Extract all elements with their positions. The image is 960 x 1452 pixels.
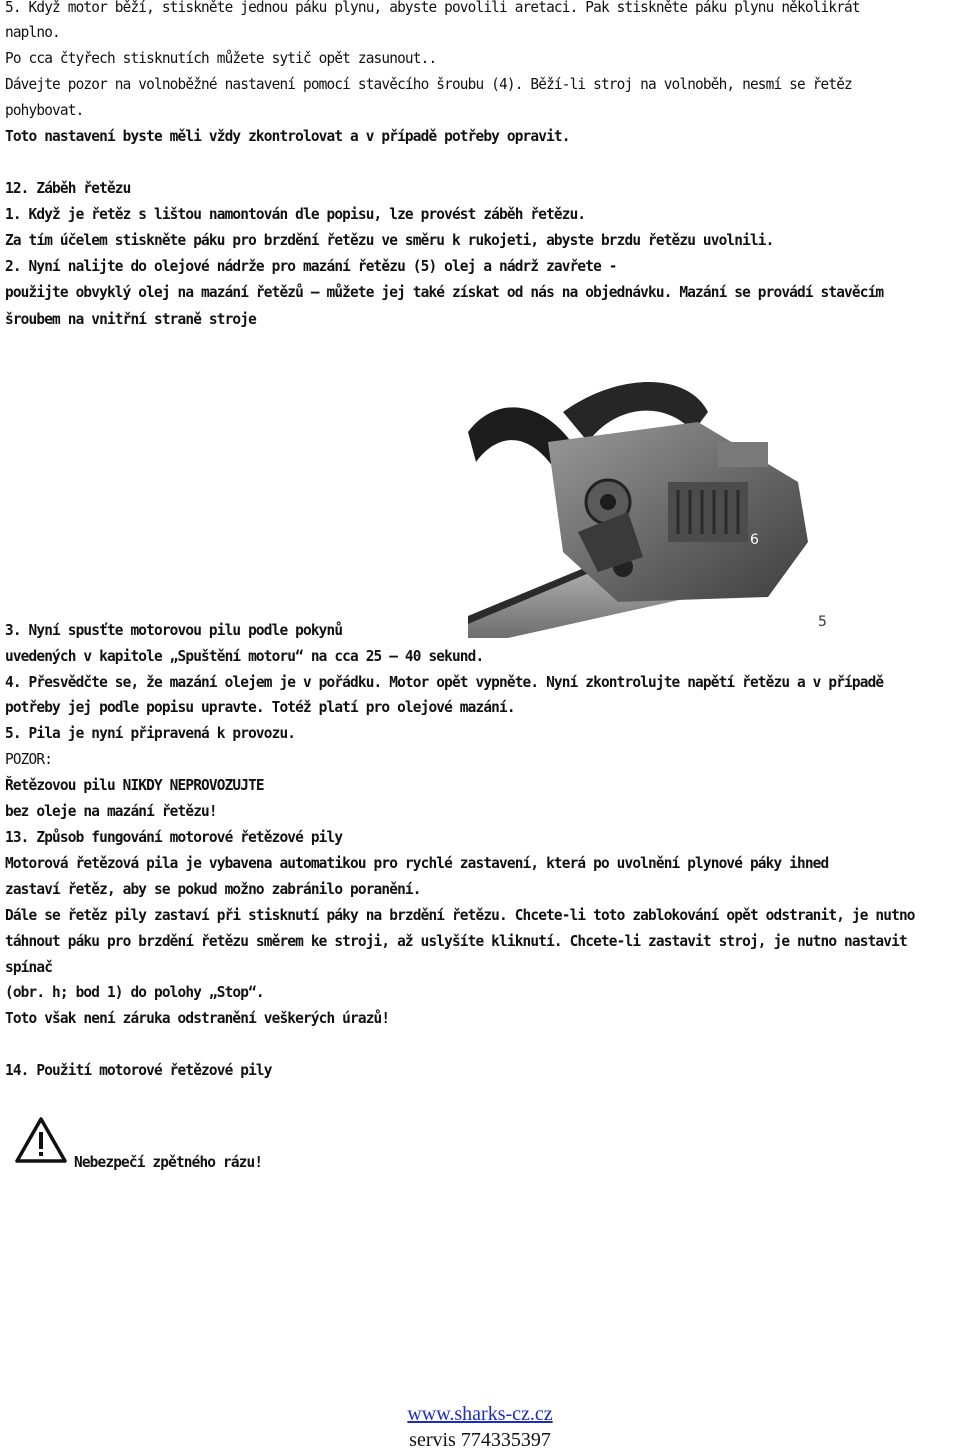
text-line-28: Toto však není záruka odstranění veškerých úrazů!	[5, 1009, 390, 1027]
text-line-13: 3. Nyní spusťte motorovou pilu podle pokynů	[5, 621, 343, 639]
text-line-27: (obr. h; bod 1) do polohy „Stop“.	[5, 983, 264, 1001]
text-line-16: potřeby jej podle popisu upravte. Totéž platí pro olejové mazání.	[5, 698, 515, 716]
text-line-3: Po cca čtyřech stisknutích můžete sytič opět zasunout..	[5, 49, 437, 67]
text-line-20: bez oleje na mazání řetězu!	[5, 802, 217, 820]
section-heading-12: 12. Záběh řetězu	[5, 179, 131, 197]
text-line-10: 2. Nyní nalijte do olejové nádrže pro mazání řetězu (5) olej a nádrž zavřete -	[5, 257, 617, 275]
section-heading-14: 14. Použití motorové řetězové pily	[5, 1061, 272, 1079]
footer-service-phone: servis 774335397	[409, 1429, 551, 1451]
text-line-15: 4. Přesvědčte se, že mazání olejem je v pořádku. Motor opět vypněte. Nyní zkontrolujte napětí řetězu a v případě	[5, 673, 884, 691]
photo-label-6: 6	[750, 532, 759, 548]
section-heading-13: 13. Způsob fungování motorové řetězové pily	[5, 828, 343, 846]
text-line-9: Za tím účelem stiskněte páku pro brzdění řetězu ve směru k rukojeti, abyste brzdu řetězu uvolnili.	[5, 231, 774, 249]
footer-website-link[interactable]	[0, 1402, 960, 1426]
text-line-12: šroubem na vnitřní straně stroje	[5, 310, 256, 328]
text-line-22: Motorová řetězová pila je vybavena automatikou pro rychlé zastavení, která po uvolnění plynové páky ihned	[5, 854, 829, 872]
text-line-14: uvedených v kapitole „Spuštění motoru“ na cca 25 – 40 sekund.	[5, 647, 484, 665]
text-line-19: Řetězovou pilu NIKDY NEPROVOZUJTE	[5, 776, 264, 794]
text-line-26: spínač	[5, 958, 53, 976]
text-line-4: Dávejte pozor na volnoběžné nastavení pomocí stavěcího šroubu (4). Běží-li stroj na volnoběh, nesmí se řetěz	[5, 75, 852, 93]
text-line-23: zastaví řetěz, aby se pokud možno zabránilo poranění.	[5, 880, 421, 898]
text-line-18: POZOR:	[5, 750, 53, 768]
text-line-17: 5. Pila je nyní připravená k provozu.	[5, 724, 296, 742]
text-line-1: 5. Když motor běží, stiskněte jednou páku plynu, abyste povolili aretaci. Pak stiskněte páku plynu několikrát	[5, 0, 860, 16]
chainsaw-photo	[468, 372, 834, 638]
text-line-5: pohybovat.	[5, 101, 84, 119]
warning-text: Nebezpečí zpětného rázu!	[74, 1153, 263, 1171]
text-line-25: táhnout páku pro brzdění řetězu směrem ke stroji, až uslyšíte kliknutí. Chcete-li zastavit stroj, je nutno nastavit	[5, 932, 907, 950]
text-line-8: 1. Když je řetěz s lištou namontován dle popisu, lze provést záběh řetězu.	[5, 205, 586, 223]
website-link-text[interactable]: www.sharks-cz.cz	[407, 1403, 553, 1425]
text-line-11: použijte obvyklý olej na mazání řetězů – můžete jej také získat od nás na objednávku. Mazání se provádí stavěcím	[5, 283, 884, 301]
text-line-24: Dále se řetěz pily zastaví při stisknutí páky na brzdění řetězu. Chcete-li toto zablokování opět odstranit, je nutno	[5, 906, 915, 924]
text-line-2: naplno.	[5, 23, 60, 41]
text-line-6: Toto nastavení byste měli vždy zkontrolovat a v případě potřeby opravit.	[5, 127, 570, 145]
photo-label-5: 5	[818, 614, 827, 630]
warning-triangle-icon	[14, 1116, 68, 1164]
